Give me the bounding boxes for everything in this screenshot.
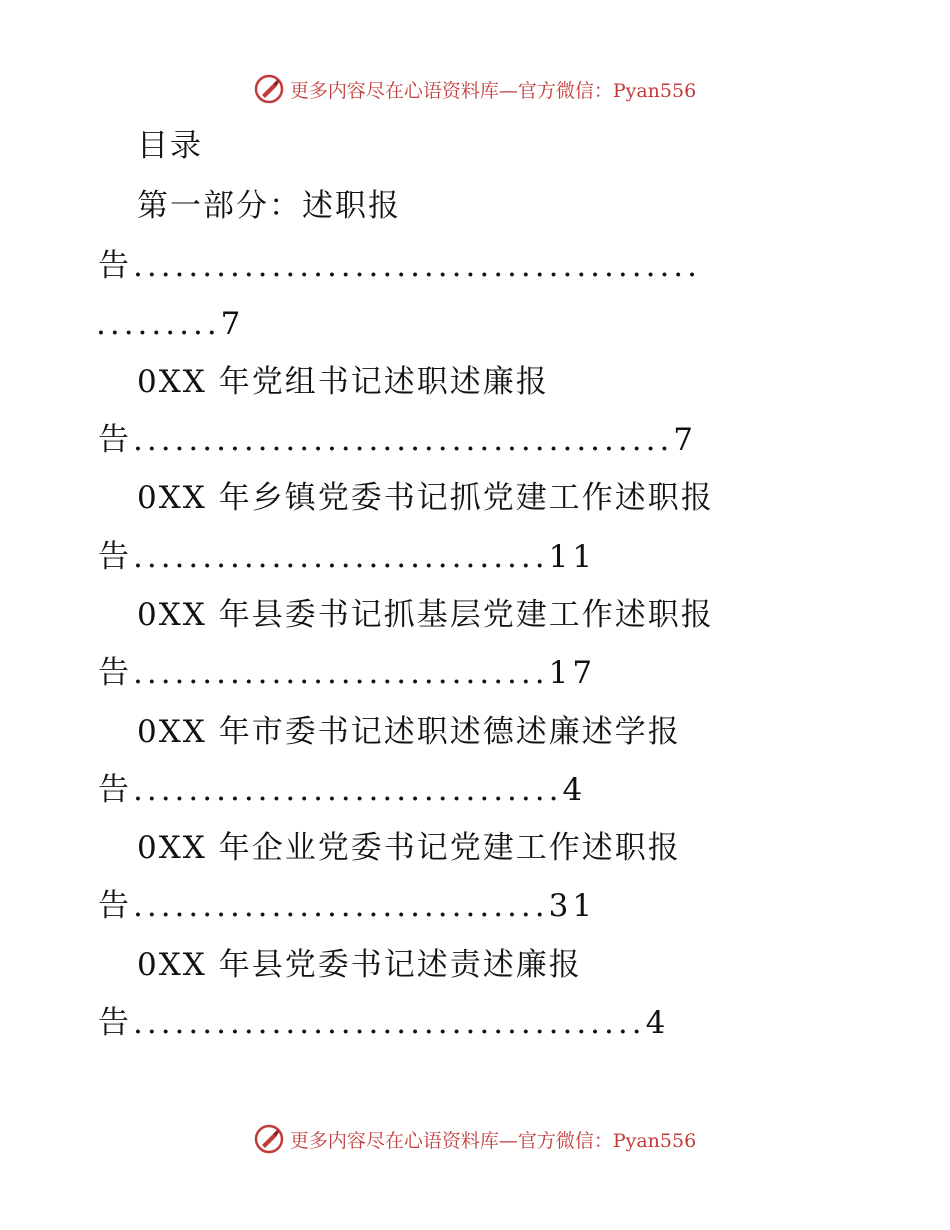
toc-line: 告......................................... <box>98 248 702 284</box>
toc-line: 0XX 年企业党委书记党建工作述职报 <box>137 830 681 866</box>
toc-line: 告.....................................4 <box>98 1005 670 1041</box>
toc-line: 告...............................4 <box>98 772 587 808</box>
toc-line: 告..............................31 <box>98 888 597 924</box>
footer-watermark-text: 更多内容尽在心语资料库—官方微信：Pyan556 <box>289 1129 697 1152</box>
toc-line: 0XX 年乡镇党委书记抓党建工作述职报 <box>137 480 714 516</box>
toc-line: 告..............................11 <box>98 539 597 575</box>
toc-line: 0XX 年县党委书记述责述廉报 <box>137 947 582 983</box>
header-watermark <box>0 74 950 104</box>
toc-line: 告..............................17 <box>98 655 597 691</box>
toc-line: 第一部分：述职报 <box>137 188 401 224</box>
toc-line: .........7 <box>96 306 245 342</box>
toc-line: 0XX 年县委书记抓基层党建工作述职报 <box>137 597 714 633</box>
header-watermark-text: 更多内容尽在心语资料库—官方微信：Pyan556 <box>289 79 697 102</box>
pen-logo-icon <box>254 1124 284 1154</box>
toc-line: 0XX 年党组书记述职述廉报 <box>137 364 549 400</box>
footer-watermark <box>0 1124 950 1154</box>
pen-logo-icon <box>254 74 284 104</box>
toc-line: 0XX 年市委书记述职述德述廉述学报 <box>137 714 681 750</box>
toc-heading: 目录 <box>137 128 203 164</box>
toc-line: 告.......................................7 <box>98 422 698 458</box>
